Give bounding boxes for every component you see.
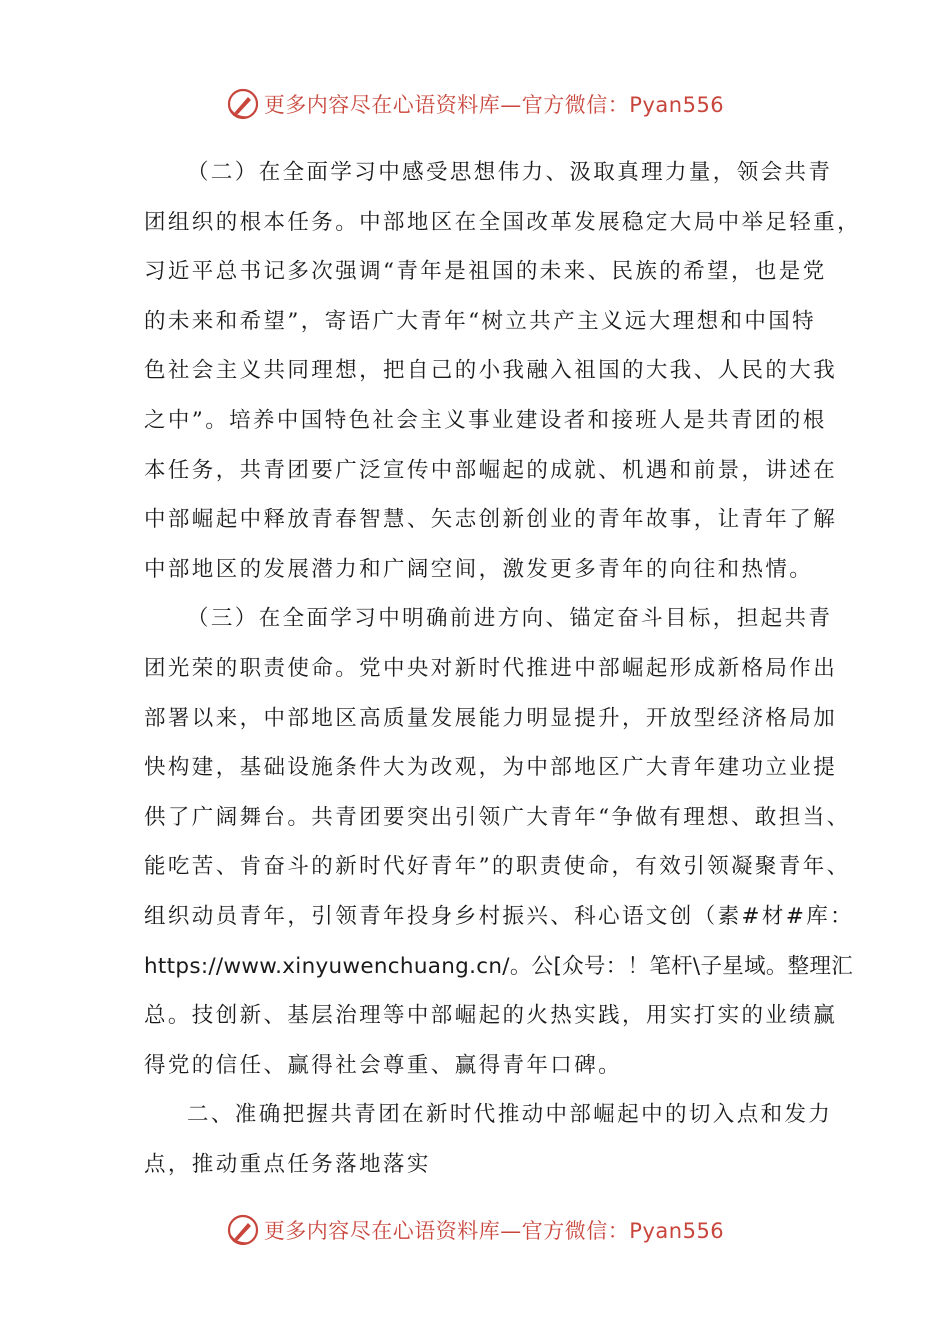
text-line: 总。技创新、基层治理等中部崛起的火热实践，用实打实的业绩赢 bbox=[144, 1003, 838, 1029]
text-line: 之中”。培养中国特色社会主义事业建设者和接班人是共青团的根 bbox=[144, 407, 827, 433]
footer-banner bbox=[0, 1210, 950, 1250]
text-line: 快构建，基础设施条件大为改观，为中部地区广大青年建功立业提 bbox=[144, 755, 838, 781]
text-line: 的未来和希望”，寄语广大青年“树立共产主义远大理想和中国特 bbox=[144, 308, 817, 334]
header-banner-text: 更多内容尽在心语资料库—官方微信：Pyan556 bbox=[263, 93, 725, 117]
text-line: 中部地区的发展潜力和广阔空间，激发更多青年的向往和热情。 bbox=[144, 556, 814, 582]
text-line: 得党的信任、赢得社会尊重、赢得青年口碑。 bbox=[144, 1052, 623, 1078]
text-line: 供了广阔舞台。共青团要突出引领广大青年“争做有理想、敢担当、 bbox=[144, 804, 851, 830]
text-line: （二）在全面学习中感受思想伟力、汲取真理力量，领会共青 bbox=[187, 160, 833, 185]
footer-banner-text: 更多内容尽在心语资料库—官方微信：Pyan556 bbox=[263, 1219, 725, 1243]
pen-logo-icon bbox=[226, 1213, 260, 1247]
text-line: （三）在全面学习中明确前进方向、锚定奋斗目标，担起共青 bbox=[187, 606, 833, 632]
header-banner bbox=[0, 84, 950, 124]
text-line: 能吃苦、肯奋斗的新时代好青年”的职责使命，有效引领凝聚青年、 bbox=[144, 854, 851, 880]
section-heading-line: 点，推动重点任务落地落实 bbox=[144, 1151, 431, 1177]
text-line: 团光荣的职责使命。党中央对新时代推进中部崛起形成新格局作出 bbox=[144, 655, 838, 681]
text-line: 部署以来，中部地区高质量发展能力明显提升，开放型经济格局加 bbox=[144, 705, 838, 731]
section-heading-line: 二、准确把握共青团在新时代推动中部崛起中的切入点和发力 bbox=[187, 1102, 833, 1128]
text-line: 中部崛起中释放青春智慧、矢志创新创业的青年故事，让青年了解 bbox=[144, 507, 838, 533]
document-body bbox=[144, 148, 862, 1189]
text-line: 习近平总书记多次强调“青年是祖国的未来、民族的希望，也是党 bbox=[144, 259, 827, 285]
text-line-url: https://www.xinyuwenchuang.cn/。公[众号：！笔杆\子星域。整理汇 bbox=[144, 953, 854, 979]
text-line: 团组织的根本任务。中部地区在全国改革发展稳定大局中举足轻重， bbox=[144, 209, 862, 235]
text-line: 本任务，共青团要广泛宣传中部崛起的成就、机遇和前景，讲述在 bbox=[144, 457, 838, 483]
pen-logo-icon bbox=[226, 87, 260, 121]
text-line: 组织动员青年，引领青年投身乡村振兴、科心语文创（素#材#库： bbox=[144, 903, 855, 929]
text-line: 色社会主义共同理想，把自己的小我融入祖国的大我、人民的大我 bbox=[144, 358, 838, 384]
